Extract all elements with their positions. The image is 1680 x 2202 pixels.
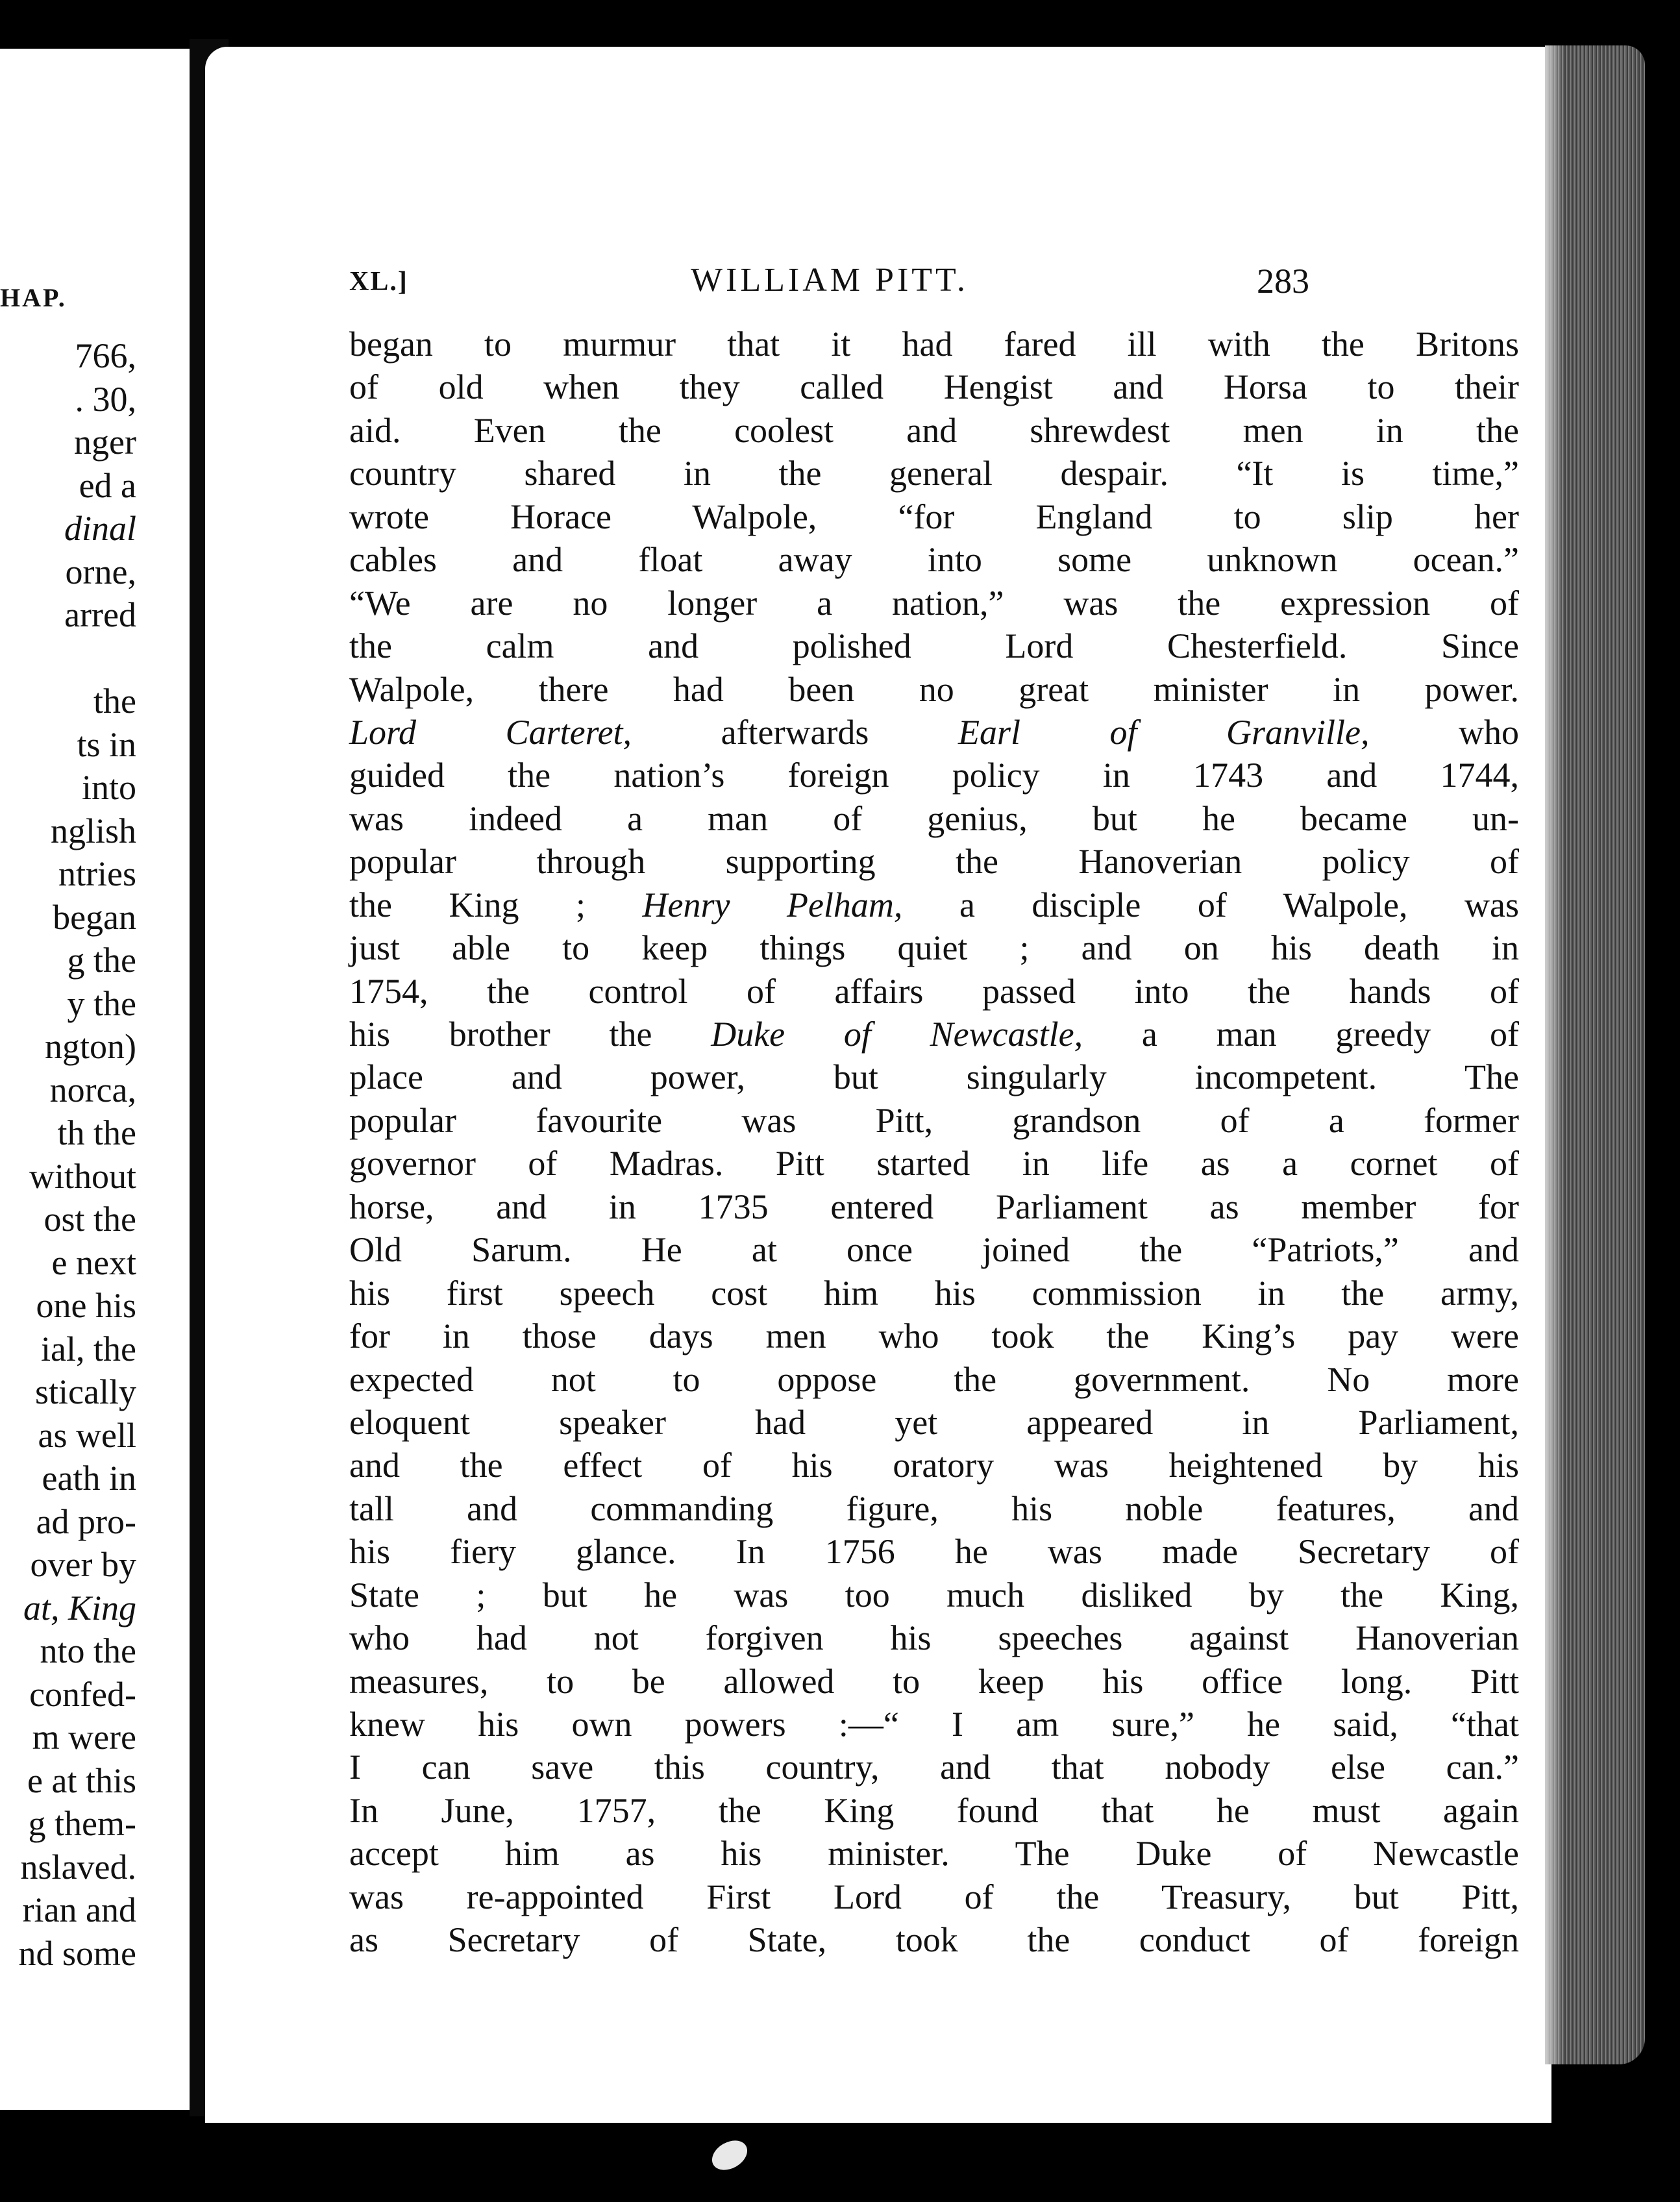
- text-line: [349, 1789, 1519, 1832]
- previous-page-text: [19, 334, 137, 1975]
- text-line: [349, 582, 1519, 625]
- text-segment: wrote Horace Walpole, “for England to slip her: [349, 497, 1519, 536]
- text-line: [349, 840, 1519, 883]
- previous-page-line: arred: [64, 595, 136, 634]
- text-segment: Walpole, there had been no great minister in power.: [349, 669, 1519, 709]
- text-segment: expected not to oppose the government. No more: [349, 1359, 1519, 1399]
- text-line: [349, 1444, 1519, 1487]
- text-segment: his fiery glance. In 1756 he was made Secretary of: [349, 1532, 1519, 1572]
- text-line: [349, 452, 1519, 495]
- text-segment: a man greedy of: [1083, 1015, 1519, 1054]
- previous-page-line: ngton): [45, 1027, 136, 1066]
- text-segment: eloquent speaker had yet appeared in Parliament,: [349, 1402, 1519, 1442]
- text-line: [349, 625, 1519, 667]
- text-segment: was re-appointed First Lord of the Treasury, but Pitt,: [349, 1877, 1519, 1916]
- text-segment: guided the nation’s foreign policy in 1743 and 1744,: [349, 756, 1519, 795]
- previous-page-line: [19, 637, 137, 680]
- text-line: [349, 1487, 1519, 1530]
- previous-page-line: norca,: [49, 1070, 136, 1109]
- previous-page-line: nger: [74, 423, 136, 462]
- text-segment: who: [1369, 712, 1520, 752]
- text-segment: as Secretary of State, took the conduct of foreign: [349, 1920, 1519, 1960]
- text-segment: knew his own powers :—“ I am sure,” he said, “that: [349, 1705, 1519, 1744]
- text-line: [349, 1574, 1519, 1616]
- text-segment: State ; but he was too much disliked by the King,: [349, 1575, 1519, 1614]
- text-segment: aid. Even the coolest and shrewdest men in the: [349, 410, 1519, 450]
- previous-page-line: eath in: [42, 1459, 136, 1498]
- text-segment: popular through supporting the Hanoverian policy of: [349, 842, 1519, 882]
- text-line: [349, 797, 1519, 840]
- text-segment: measures, to be allowed to keep his office long. Pitt: [349, 1661, 1519, 1701]
- text-line: [349, 754, 1519, 797]
- text-line: [349, 1358, 1519, 1401]
- previous-page-line: ts in: [77, 724, 136, 764]
- page-edge-shadow: [1545, 45, 1564, 2064]
- text-line: [349, 1099, 1519, 1142]
- text-segment: and the effect of his oratory was heightened by his: [349, 1446, 1519, 1485]
- previous-page-line: into: [81, 768, 136, 807]
- previous-page-line: confed-: [29, 1674, 136, 1714]
- italic-text: Duke of Newcastle,: [711, 1015, 1083, 1054]
- text-line: [349, 1142, 1519, 1185]
- previous-page-line: nslaved.: [20, 1847, 136, 1887]
- text-segment: his first speech cost him his commission in the army,: [349, 1273, 1519, 1313]
- running-head: [205, 261, 1551, 306]
- text-segment: began to murmur that it had fared ill with the Britons: [349, 325, 1519, 364]
- previous-page-line: as well: [38, 1415, 136, 1455]
- text-line: [349, 1401, 1519, 1444]
- text-segment: place and power, but singularly incompetent. The: [349, 1058, 1519, 1097]
- previous-page-line: began: [53, 897, 136, 937]
- text-segment: country shared in the general despair. “It is time,”: [349, 454, 1519, 493]
- text-segment: “We are no longer a nation,” was the expression of: [349, 583, 1519, 623]
- previous-page-line: g the: [67, 941, 136, 980]
- text-line: [349, 1918, 1519, 1961]
- text-line: [349, 970, 1519, 1013]
- italic-text: Earl of Granville,: [957, 712, 1370, 752]
- previous-page-line: th the: [57, 1113, 136, 1152]
- chapter-number: XL.]: [349, 267, 408, 297]
- text-segment: of old when they called Hengist and Horsa to their: [349, 367, 1519, 407]
- previous-page-line: nglish: [50, 811, 136, 850]
- text-segment: a disciple of Walpole, was: [902, 885, 1519, 924]
- text-segment: cables and float away into some unknown ocean.”: [349, 540, 1519, 580]
- previous-page-line: nd some: [18, 1933, 136, 1973]
- previous-page-line: without: [29, 1156, 136, 1196]
- text-segment: who had not forgiven his speeches against Hanoverian: [349, 1618, 1519, 1658]
- text-segment: the calm and polished Lord Chesterfield. Since: [349, 626, 1519, 666]
- text-segment: popular favourite was Pitt, grandson of a former: [349, 1100, 1519, 1140]
- book-page: [205, 47, 1551, 2123]
- previous-page-line: g them-: [28, 1804, 136, 1843]
- text-line: [349, 1185, 1519, 1228]
- text-segment: for in those days men who took the King’s pay were: [349, 1317, 1519, 1356]
- text-segment: just able to keep things quiet ; and on his death in: [349, 928, 1519, 968]
- previous-page-line: at, King: [23, 1588, 136, 1627]
- previous-page-line: dinal: [64, 509, 136, 548]
- previous-page-line: ad pro-: [36, 1502, 136, 1541]
- text-segment: In June, 1757, the King found that he must again: [349, 1790, 1519, 1830]
- previous-page-line: ial, the: [41, 1329, 136, 1368]
- page-title: WILLIAM PITT.: [691, 262, 969, 299]
- italic-text: Lord Carteret,: [349, 712, 632, 752]
- text-line: [349, 926, 1519, 969]
- text-segment: his brother the: [349, 1015, 711, 1054]
- previous-page-line: e next: [51, 1243, 136, 1282]
- text-segment: afterwards: [632, 712, 958, 752]
- previous-page-line: m were: [32, 1718, 136, 1757]
- previous-page-line: one his: [36, 1286, 136, 1325]
- text-segment: accept him as his minister. The Duke of Newcastle: [349, 1834, 1519, 1874]
- text-segment: I can save this country, and that nobody else can.”: [349, 1748, 1519, 1787]
- text-line: [349, 1660, 1519, 1703]
- text-line: [349, 1703, 1519, 1746]
- text-line: [349, 884, 1519, 926]
- previous-page-line: rian and: [22, 1890, 136, 1929]
- previous-page-line: ntries: [58, 854, 136, 893]
- text-line: [349, 323, 1519, 365]
- text-segment: was indeed a man of genius, but he became un-: [349, 798, 1519, 838]
- previous-page-fragment: [0, 49, 190, 2110]
- text-line: [349, 1616, 1519, 1659]
- italic-text: Henry Pelham,: [642, 885, 903, 924]
- previous-page-line: orne,: [65, 552, 136, 591]
- text-line: [349, 1832, 1519, 1875]
- previous-page-line: nto the: [40, 1631, 136, 1670]
- text-line: [349, 1272, 1519, 1315]
- previous-page-running-head: HAP.: [0, 283, 67, 312]
- text-line: [349, 538, 1519, 581]
- text-line: [349, 495, 1519, 538]
- text-segment: governor of Madras. Pitt started in life as a cornet of: [349, 1144, 1519, 1183]
- previous-page-line: stically: [35, 1372, 136, 1411]
- text-line: [349, 1228, 1519, 1271]
- previous-page-line: ed a: [79, 465, 136, 505]
- text-segment: tall and commanding figure, his noble features, and: [349, 1489, 1519, 1528]
- text-segment: horse, and in 1735 entered Parliament as member for: [349, 1187, 1519, 1226]
- previous-page-line: . 30,: [75, 379, 136, 419]
- text-line: [349, 1530, 1519, 1573]
- previous-page-line: ost the: [43, 1200, 136, 1239]
- previous-page-line: 766,: [75, 336, 136, 375]
- text-segment: Old Sarum. He at once joined the “Patriots,” and: [349, 1230, 1519, 1270]
- text-line: [349, 1315, 1519, 1357]
- text-line: [349, 1875, 1519, 1918]
- body-text: [349, 323, 1519, 1962]
- previous-page-line: e at this: [27, 1761, 136, 1800]
- text-line: [349, 711, 1519, 754]
- text-line: [349, 1013, 1519, 1056]
- paper-blot: [707, 2134, 752, 2176]
- text-line: [349, 1746, 1519, 1788]
- text-line: [349, 668, 1519, 711]
- text-line: [349, 365, 1519, 408]
- previous-page-line: over by: [30, 1545, 136, 1584]
- page-number: 283: [1257, 262, 1309, 301]
- text-line: [349, 1056, 1519, 1098]
- previous-page-line: the: [93, 682, 136, 721]
- previous-page-line: y the: [67, 983, 136, 1023]
- text-segment: 1754, the control of affairs passed into the hands of: [349, 971, 1519, 1011]
- text-segment: the King ;: [349, 885, 643, 924]
- text-line: [349, 409, 1519, 452]
